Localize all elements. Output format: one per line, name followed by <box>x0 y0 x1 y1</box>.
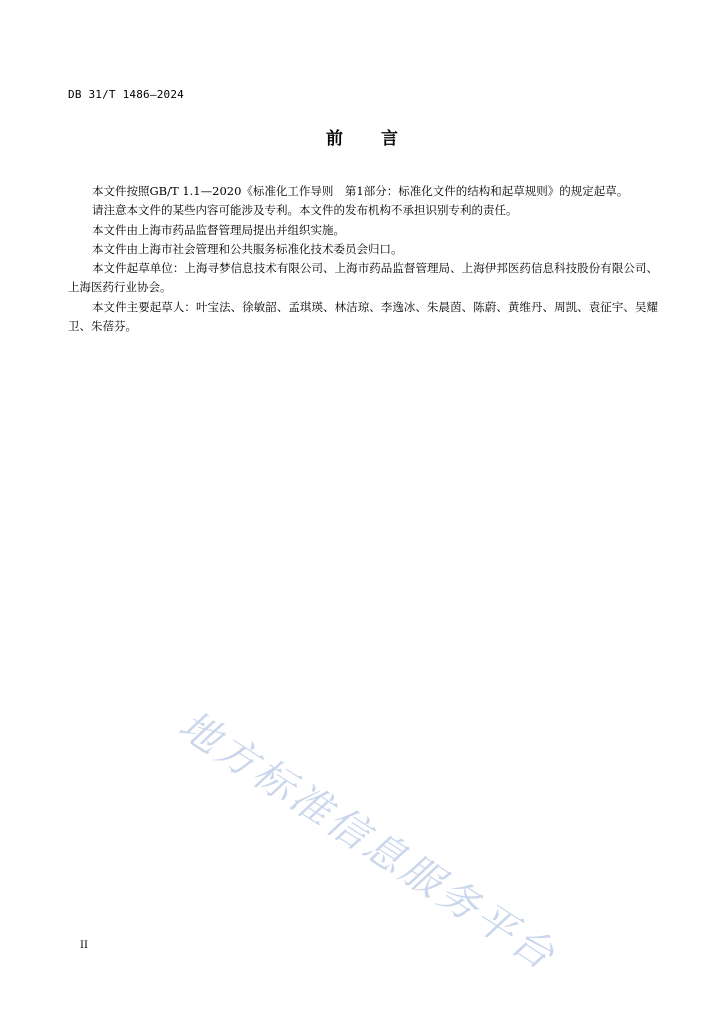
document-code: DB 31/T 1486—2024 <box>68 88 184 101</box>
paragraph-proposer: 本文件由上海市药品监督管理局提出并组织实施。 <box>92 222 345 237</box>
paragraph-patent-notice: 请注意本文件的某些内容可能涉及专利。本文件的发布机构不承担识别专利的责任。 <box>92 203 518 218</box>
paragraph-committee: 本文件由上海市社会管理和公共服务标准化技术委员会归口。 <box>92 241 403 256</box>
paragraph-drafting-units: 本文件起草单位：上海寻梦信息技术有限公司、上海市药品监督管理局、上海伊邦医药信息科技股份有限公司、上海医药行业协会。 <box>68 261 658 295</box>
page-title <box>0 124 724 149</box>
watermark-text: 地方标准信息服务平台 <box>170 702 565 981</box>
foreword-body <box>68 182 658 336</box>
page-number: II <box>80 940 88 951</box>
title-char-1: 前 <box>326 129 343 149</box>
paragraph-drafting-rules: 本文件按照GB/T 1.1—2020《标准化工作导则 第1部分：标准化文件的结构和起草规则》的规定起草。 <box>92 184 629 198</box>
title-char-2: 言 <box>381 129 398 149</box>
paragraph-drafters: 本文件主要起草人：叶宝法、徐敏韶、孟琪瑛、林洁琼、李逸冰、朱晨茵、陈蔚、黄维丹、周凯、袁征宇、吴耀卫、朱蓓芬。 <box>68 299 658 334</box>
